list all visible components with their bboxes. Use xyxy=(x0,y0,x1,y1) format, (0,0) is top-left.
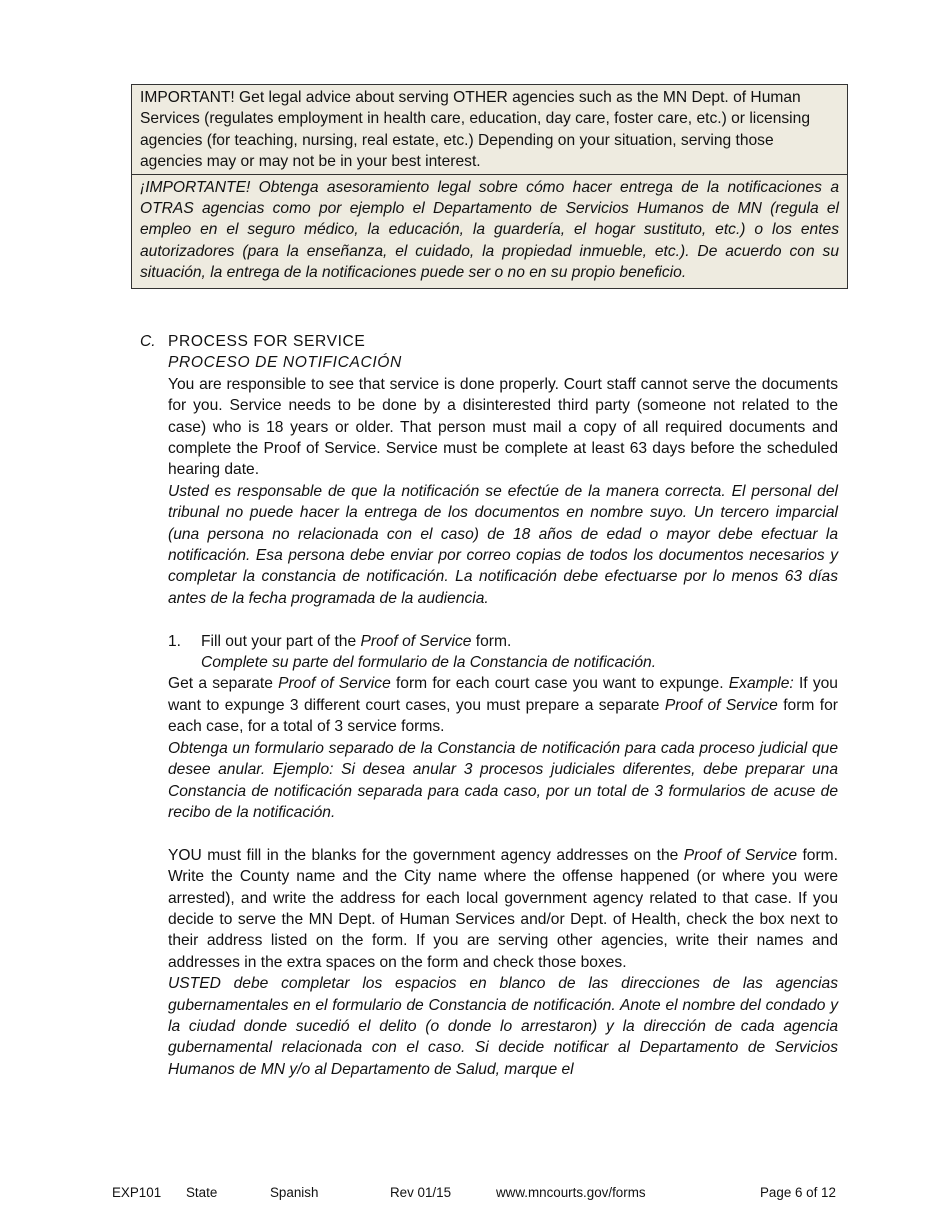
footer-page-number: Page 6 of 12 xyxy=(760,1185,836,1200)
footer-website: www.mncourts.gov/forms xyxy=(496,1185,646,1200)
section-c-process-for-service xyxy=(140,331,838,1080)
step-1-text-end: form. xyxy=(471,632,512,650)
spacer xyxy=(168,823,838,844)
fill-text-c: form. Write the County name and the City name where the offense happened (or where you were arrested), and write the address for each local government agency related to that case. If you decide to serve the MN Dept. of Human Services and/or Dept. of Health, check the box next to their address listed on the form. If you are serving other agencies, write their names and addresses in the extra spaces on the form and check those boxes. xyxy=(168,846,838,971)
proof-of-service-term: Proof of Service xyxy=(683,846,797,864)
step-1-spanish: Complete su parte del formulario de la Constancia de notificación. xyxy=(201,654,657,672)
separate-form-spanish: Obtenga un formulario separado de la Constancia de notificación para cada proceso judicial que desee anular. Ejemplo: Si desea anular 3 procesos judiciales diferentes, debe preparar una Constancia de notificación separada para cada caso, por un total de 3 formularios de acuse de recibo de la notificación. xyxy=(168,739,838,821)
section-heading xyxy=(140,331,838,352)
separate-form-english xyxy=(168,673,838,737)
separate-text-a: Get a separate xyxy=(168,675,279,693)
separate-text-g: form for each case, for a total of 3 service forms. xyxy=(168,696,838,736)
separate-text-c: form for each court case you want to expunge. xyxy=(390,675,729,693)
separate-text-e: If you want to expunge 3 different court cases, you must prepare a separate xyxy=(168,675,838,714)
page-footer xyxy=(0,1184,950,1202)
step-number: 1. xyxy=(168,632,182,650)
section-letter: C. xyxy=(140,333,156,350)
proof-of-service-term: Proof of Service xyxy=(664,696,778,714)
footer-language: Spanish xyxy=(270,1185,319,1200)
footer-jurisdiction: State xyxy=(186,1185,218,1200)
section-body xyxy=(168,352,838,1080)
notice-english: IMPORTANT! Get legal advice about serving OTHER agencies such as the MN Dept. of Human Services (regulates employment in health care, education, day care, foster care, etc.) or licensing agencies (for teaching, nursing, real estate, etc.) Depending on your situation, serving those agencies may or may not be in your best interest. xyxy=(140,89,810,171)
important-notice-box xyxy=(131,84,848,289)
intro-spanish: Usted es responsable de que la notificación se efectúe de la manera correcta. El personal del tribunal no puede hacer la entrega de los documentos en nombre suyo. Un tercero imparcial (una persona no relacionada con el caso) de 18 años de edad o mayor debe efectuar la notificación. Esa persona debe enviar por correo copias de todos los documentos necesarios y completar la constancia de notificación. La notificación debe efectuarse por lo menos 63 días antes de la fecha programada de la audiencia. xyxy=(168,482,838,607)
step-1-text: Fill out your part of the xyxy=(201,632,361,650)
example-label: Example: xyxy=(728,675,794,693)
footer-form-code: EXP101 xyxy=(112,1185,162,1200)
notice-spanish: ¡IMPORTANTE! Obtenga asesoramiento legal sobre cómo hacer entrega de la notificaciones a OTRAS agencias como por ejemplo el Departamento de Servicios Humanos de MN (regula el empleo en el seguro médico, la educación, la guardería, el hogar sustituto, etc.) o los entes autorizadores (para la enseñanza, el cuidado, la propiedad inmueble, etc.). De acuerdo con su situación, la entrega de la notificaciones puede ser o no en su propio beneficio. xyxy=(132,174,847,288)
footer-revision: Rev 01/15 xyxy=(390,1185,452,1200)
fill-text-a: YOU must fill in the blanks for the government agency addresses on the xyxy=(168,846,684,864)
section-title-spanish: PROCESO DE NOTIFICACIÓN xyxy=(168,354,402,372)
section-title-english: PROCESS FOR SERVICE xyxy=(168,333,366,350)
fill-blanks-spanish: USTED debe completar los espacios en blanco de las direcciones de las agencias gubernamentales en el formulario de Constancia de notificación. Anote el nombre del condado y la ciudad donde sucedió el delito (o donde lo arrestaron) y la dirección de cada agencia gubernamental relacionada con el caso. Si decide notificar al Departamento de Servicios Humanos de MN y/o al Departamento de Salud, marque el xyxy=(168,975,838,1078)
step-1-english xyxy=(201,631,511,652)
intro-english: You are responsible to see that service is done properly. Court staff cannot serve the documents for you. Service needs to be done by a disinterested third party (someone not related to the case) who is 18 years or older. That person must mail a copy of all required documents and complete the Proof of Service. Service must be complete at least 63 days before the scheduled hearing date. xyxy=(168,375,838,479)
step-1 xyxy=(168,631,838,652)
fill-blanks-english xyxy=(168,845,838,973)
proof-of-service-term: Proof of Service xyxy=(360,632,472,650)
proof-of-service-term: Proof of Service xyxy=(278,675,391,693)
spacer xyxy=(168,609,838,630)
